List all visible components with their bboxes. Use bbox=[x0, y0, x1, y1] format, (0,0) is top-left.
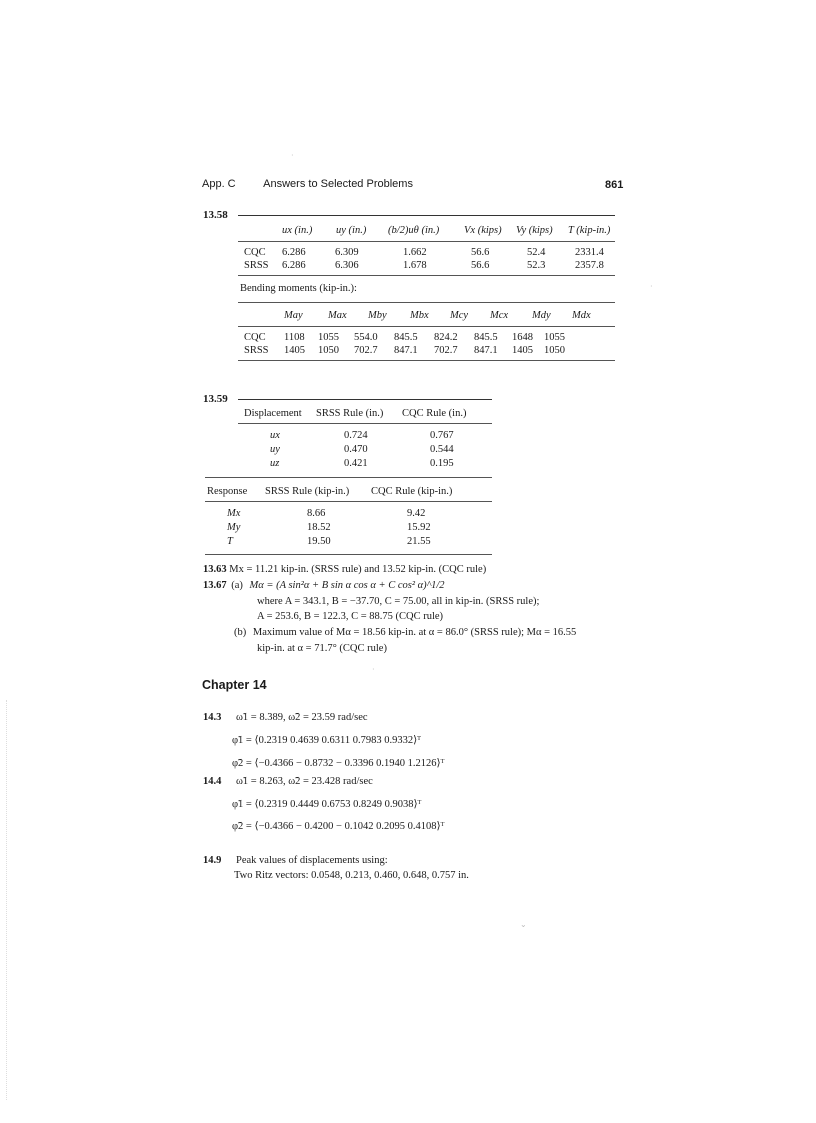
table-cell: 6.286 bbox=[282, 247, 306, 258]
row-label: ux bbox=[270, 429, 280, 441]
answer-14-9 bbox=[203, 855, 388, 866]
col-header: Response bbox=[207, 485, 248, 497]
table-row bbox=[244, 344, 614, 357]
table-cell: 702.7 bbox=[354, 345, 378, 356]
answer-text: kip-in. at α = 71.7° (CQC rule) bbox=[257, 643, 387, 654]
table-13-59-displacement bbox=[244, 405, 466, 421]
col-header: SRSS Rule (kip-in.) bbox=[265, 485, 350, 497]
table-cell: 1050 bbox=[318, 345, 339, 356]
answer-text: A = 253.6, B = 122.3, C = 88.75 (CQC rule) bbox=[257, 611, 444, 622]
table-cell: 0.544 bbox=[430, 443, 454, 455]
table-13-58-response-body bbox=[244, 246, 614, 272]
table-cell: 1108 bbox=[284, 332, 305, 343]
table-header-row bbox=[244, 405, 466, 421]
row-label: CQC bbox=[244, 332, 266, 343]
problem-number-13-63: 13.63 bbox=[203, 564, 227, 575]
table-cell: 2357.8 bbox=[575, 260, 604, 271]
problem-number-13-59: 13.59 bbox=[203, 393, 228, 405]
table-13-58-response bbox=[240, 222, 615, 238]
answer-13-67b bbox=[234, 627, 576, 638]
col-header: Mby bbox=[368, 309, 387, 321]
col-header: Mdx bbox=[572, 309, 591, 321]
table-rule bbox=[205, 501, 492, 502]
col-header: Mbx bbox=[410, 309, 429, 321]
table-cell: 845.5 bbox=[474, 332, 498, 343]
table-rule bbox=[238, 423, 492, 424]
table-rule bbox=[238, 399, 492, 400]
table-cell: 1.678 bbox=[403, 260, 427, 271]
table-cell: 52.3 bbox=[527, 260, 546, 271]
table-row bbox=[270, 456, 454, 470]
table-cell: 1405 bbox=[512, 345, 533, 356]
col-header: May bbox=[284, 309, 303, 321]
col-header: uy (in.) bbox=[336, 224, 367, 236]
row-label: Mx bbox=[227, 507, 241, 519]
table-cell: 21.55 bbox=[407, 535, 431, 547]
problem-number-13-58: 13.58 bbox=[203, 209, 228, 221]
part-label-a: (a) bbox=[231, 580, 243, 591]
table-cell: 6.309 bbox=[335, 247, 359, 258]
table-rule bbox=[238, 241, 615, 242]
answer-13-67a bbox=[203, 580, 445, 591]
row-label: SRSS bbox=[244, 260, 269, 271]
page-number: 861 bbox=[605, 179, 624, 191]
table-cell: 19.50 bbox=[307, 535, 331, 547]
table-row bbox=[227, 534, 431, 548]
table-rule bbox=[238, 215, 615, 216]
table-cell: 847.1 bbox=[394, 345, 418, 356]
col-header: Vy (kips) bbox=[516, 224, 553, 236]
col-header: Mdy bbox=[532, 309, 551, 321]
table-13-58-moments-body bbox=[244, 331, 614, 357]
table-rule bbox=[205, 554, 492, 555]
table-cell: 1055 bbox=[544, 332, 565, 343]
table-cell: 2331.4 bbox=[575, 247, 604, 258]
col-header: T (kip-in.) bbox=[568, 224, 611, 236]
row-label: uy bbox=[270, 443, 280, 455]
answer-text: ω̃1 = 8.263, ω̃2 = 23.428 rad/sec bbox=[236, 776, 373, 787]
problem-number-14-9: 14.9 bbox=[203, 855, 222, 866]
row-label: T bbox=[227, 535, 233, 547]
col-header: SRSS Rule (in.) bbox=[316, 407, 384, 419]
scan-speck: · bbox=[372, 665, 375, 674]
col-header: Vx (kips) bbox=[464, 224, 502, 236]
table-cell: 6.286 bbox=[282, 260, 306, 271]
table-cell: 9.42 bbox=[407, 507, 426, 519]
table-cell: 1648 bbox=[512, 332, 533, 343]
table-cell: 18.52 bbox=[307, 521, 331, 533]
table-header-row bbox=[240, 222, 615, 238]
chapter-title: Chapter 14 bbox=[202, 678, 267, 692]
table-cell: 0.724 bbox=[344, 429, 368, 441]
col-header: Max bbox=[328, 309, 347, 321]
row-label: My bbox=[227, 521, 241, 533]
answer-text: Maximum value of Mα = 18.56 kip-in. at α = 86.0° (SRSS rule); Mα = 16.55 bbox=[252, 627, 577, 638]
table-row bbox=[227, 506, 431, 520]
bending-caption: Bending moments (kip-in.): bbox=[240, 283, 357, 294]
table-row bbox=[244, 259, 614, 272]
table-cell: 56.6 bbox=[471, 260, 490, 271]
table-cell: 824.2 bbox=[434, 332, 458, 343]
table-header-row bbox=[244, 307, 614, 323]
section-title: Answers to Selected Problems bbox=[263, 178, 413, 190]
problem-number-14-3: 14.3 bbox=[203, 712, 222, 723]
col-header: (b/2)uθ (in.) bbox=[388, 224, 440, 236]
col-header: ux (in.) bbox=[282, 224, 313, 236]
table-rule bbox=[238, 275, 615, 276]
scan-speck: · bbox=[650, 282, 653, 291]
table-row bbox=[244, 331, 614, 344]
col-header: Mcx bbox=[490, 309, 509, 321]
table-13-59-response-body bbox=[227, 506, 431, 548]
answer-vector: φ̃1 = ⟨0.2319 0.4639 0.6311 0.7983 0.9332⟩ᵀ bbox=[232, 735, 421, 746]
answer-text: where A = 343.1, B = −37.70, C = 75.00, all in kip-in. (SRSS rule); bbox=[257, 596, 540, 607]
table-cell: 0.767 bbox=[430, 429, 454, 441]
scan-speck: · bbox=[291, 151, 294, 160]
col-header: Displacement bbox=[244, 407, 302, 419]
col-header: CQC Rule (in.) bbox=[402, 407, 467, 419]
table-rule bbox=[205, 477, 492, 478]
table-cell: 1055 bbox=[318, 332, 339, 343]
table-row bbox=[244, 246, 614, 259]
answer-text: Peak values of displacements using: bbox=[236, 855, 388, 866]
table-rule bbox=[238, 302, 615, 303]
table-cell: 0.195 bbox=[430, 457, 454, 469]
answer-14-3 bbox=[203, 712, 368, 723]
running-header bbox=[202, 178, 413, 190]
table-13-58-moments bbox=[244, 307, 614, 323]
table-13-59-displacement-body bbox=[270, 428, 454, 470]
table-row bbox=[227, 520, 431, 534]
row-label: uz bbox=[270, 457, 280, 469]
table-header-row bbox=[207, 483, 452, 499]
answer-text: ω̃1 = 8.389, ω̃2 = 23.59 rad/sec bbox=[236, 712, 368, 723]
table-cell: 6.306 bbox=[335, 260, 359, 271]
table-row bbox=[270, 428, 454, 442]
answer-vector: φ̃1 = ⟨0.2319 0.4449 0.6753 0.8249 0.9038⟩ᵀ bbox=[232, 799, 422, 810]
answer-text: Two Ritz vectors: 0.0548, 0.213, 0.460, 0.648, 0.757 in. bbox=[234, 870, 469, 881]
table-cell: 702.7 bbox=[434, 345, 458, 356]
table-cell: 52.4 bbox=[527, 247, 546, 258]
row-label: CQC bbox=[244, 247, 266, 258]
table-cell: 1050 bbox=[544, 345, 565, 356]
table-cell: 847.1 bbox=[474, 345, 498, 356]
part-label-b: (b) bbox=[234, 627, 247, 638]
table-rule bbox=[238, 326, 615, 327]
table-cell: 8.66 bbox=[307, 507, 326, 519]
table-cell: 1405 bbox=[284, 345, 305, 356]
answer-13-63 bbox=[203, 564, 486, 575]
answer-text: Mx = 11.21 kip-in. (SRSS rule) and 13.52 kip-in. (CQC rule) bbox=[229, 564, 487, 575]
answer-vector: φ̃2 = ⟨−0.4366 − 0.8732 − 0.3396 0.1940 1.2126⟩ᵀ bbox=[232, 758, 445, 769]
table-cell: 0.421 bbox=[344, 457, 368, 469]
answer-equation: Mα = (A sin²α + B sin α cos α + C cos² α)^1/2 bbox=[249, 580, 445, 591]
table-cell: 554.0 bbox=[354, 332, 378, 343]
table-cell: 56.6 bbox=[471, 247, 490, 258]
problem-number-14-4: 14.4 bbox=[203, 776, 222, 787]
problem-number-13-67: 13.67 bbox=[203, 580, 227, 591]
scan-edge bbox=[6, 700, 8, 1100]
appendix-label: App. C bbox=[202, 178, 236, 190]
answer-vector: φ̃2 = ⟨−0.4366 − 0.4200 − 0.1042 0.2095 0.4108⟩ᵀ bbox=[232, 821, 445, 832]
table-cell: 0.470 bbox=[344, 443, 368, 455]
table-row bbox=[270, 442, 454, 456]
col-header: CQC Rule (kip-in.) bbox=[371, 485, 453, 497]
table-13-59-response bbox=[207, 483, 452, 499]
row-label: SRSS bbox=[244, 345, 269, 356]
answer-14-4 bbox=[203, 776, 373, 787]
scan-speck: ⌄ bbox=[520, 920, 527, 929]
table-cell: 1.662 bbox=[403, 247, 427, 258]
table-cell: 845.5 bbox=[394, 332, 418, 343]
col-header: Mcy bbox=[450, 309, 469, 321]
table-cell: 15.92 bbox=[407, 521, 431, 533]
table-rule bbox=[238, 360, 615, 361]
